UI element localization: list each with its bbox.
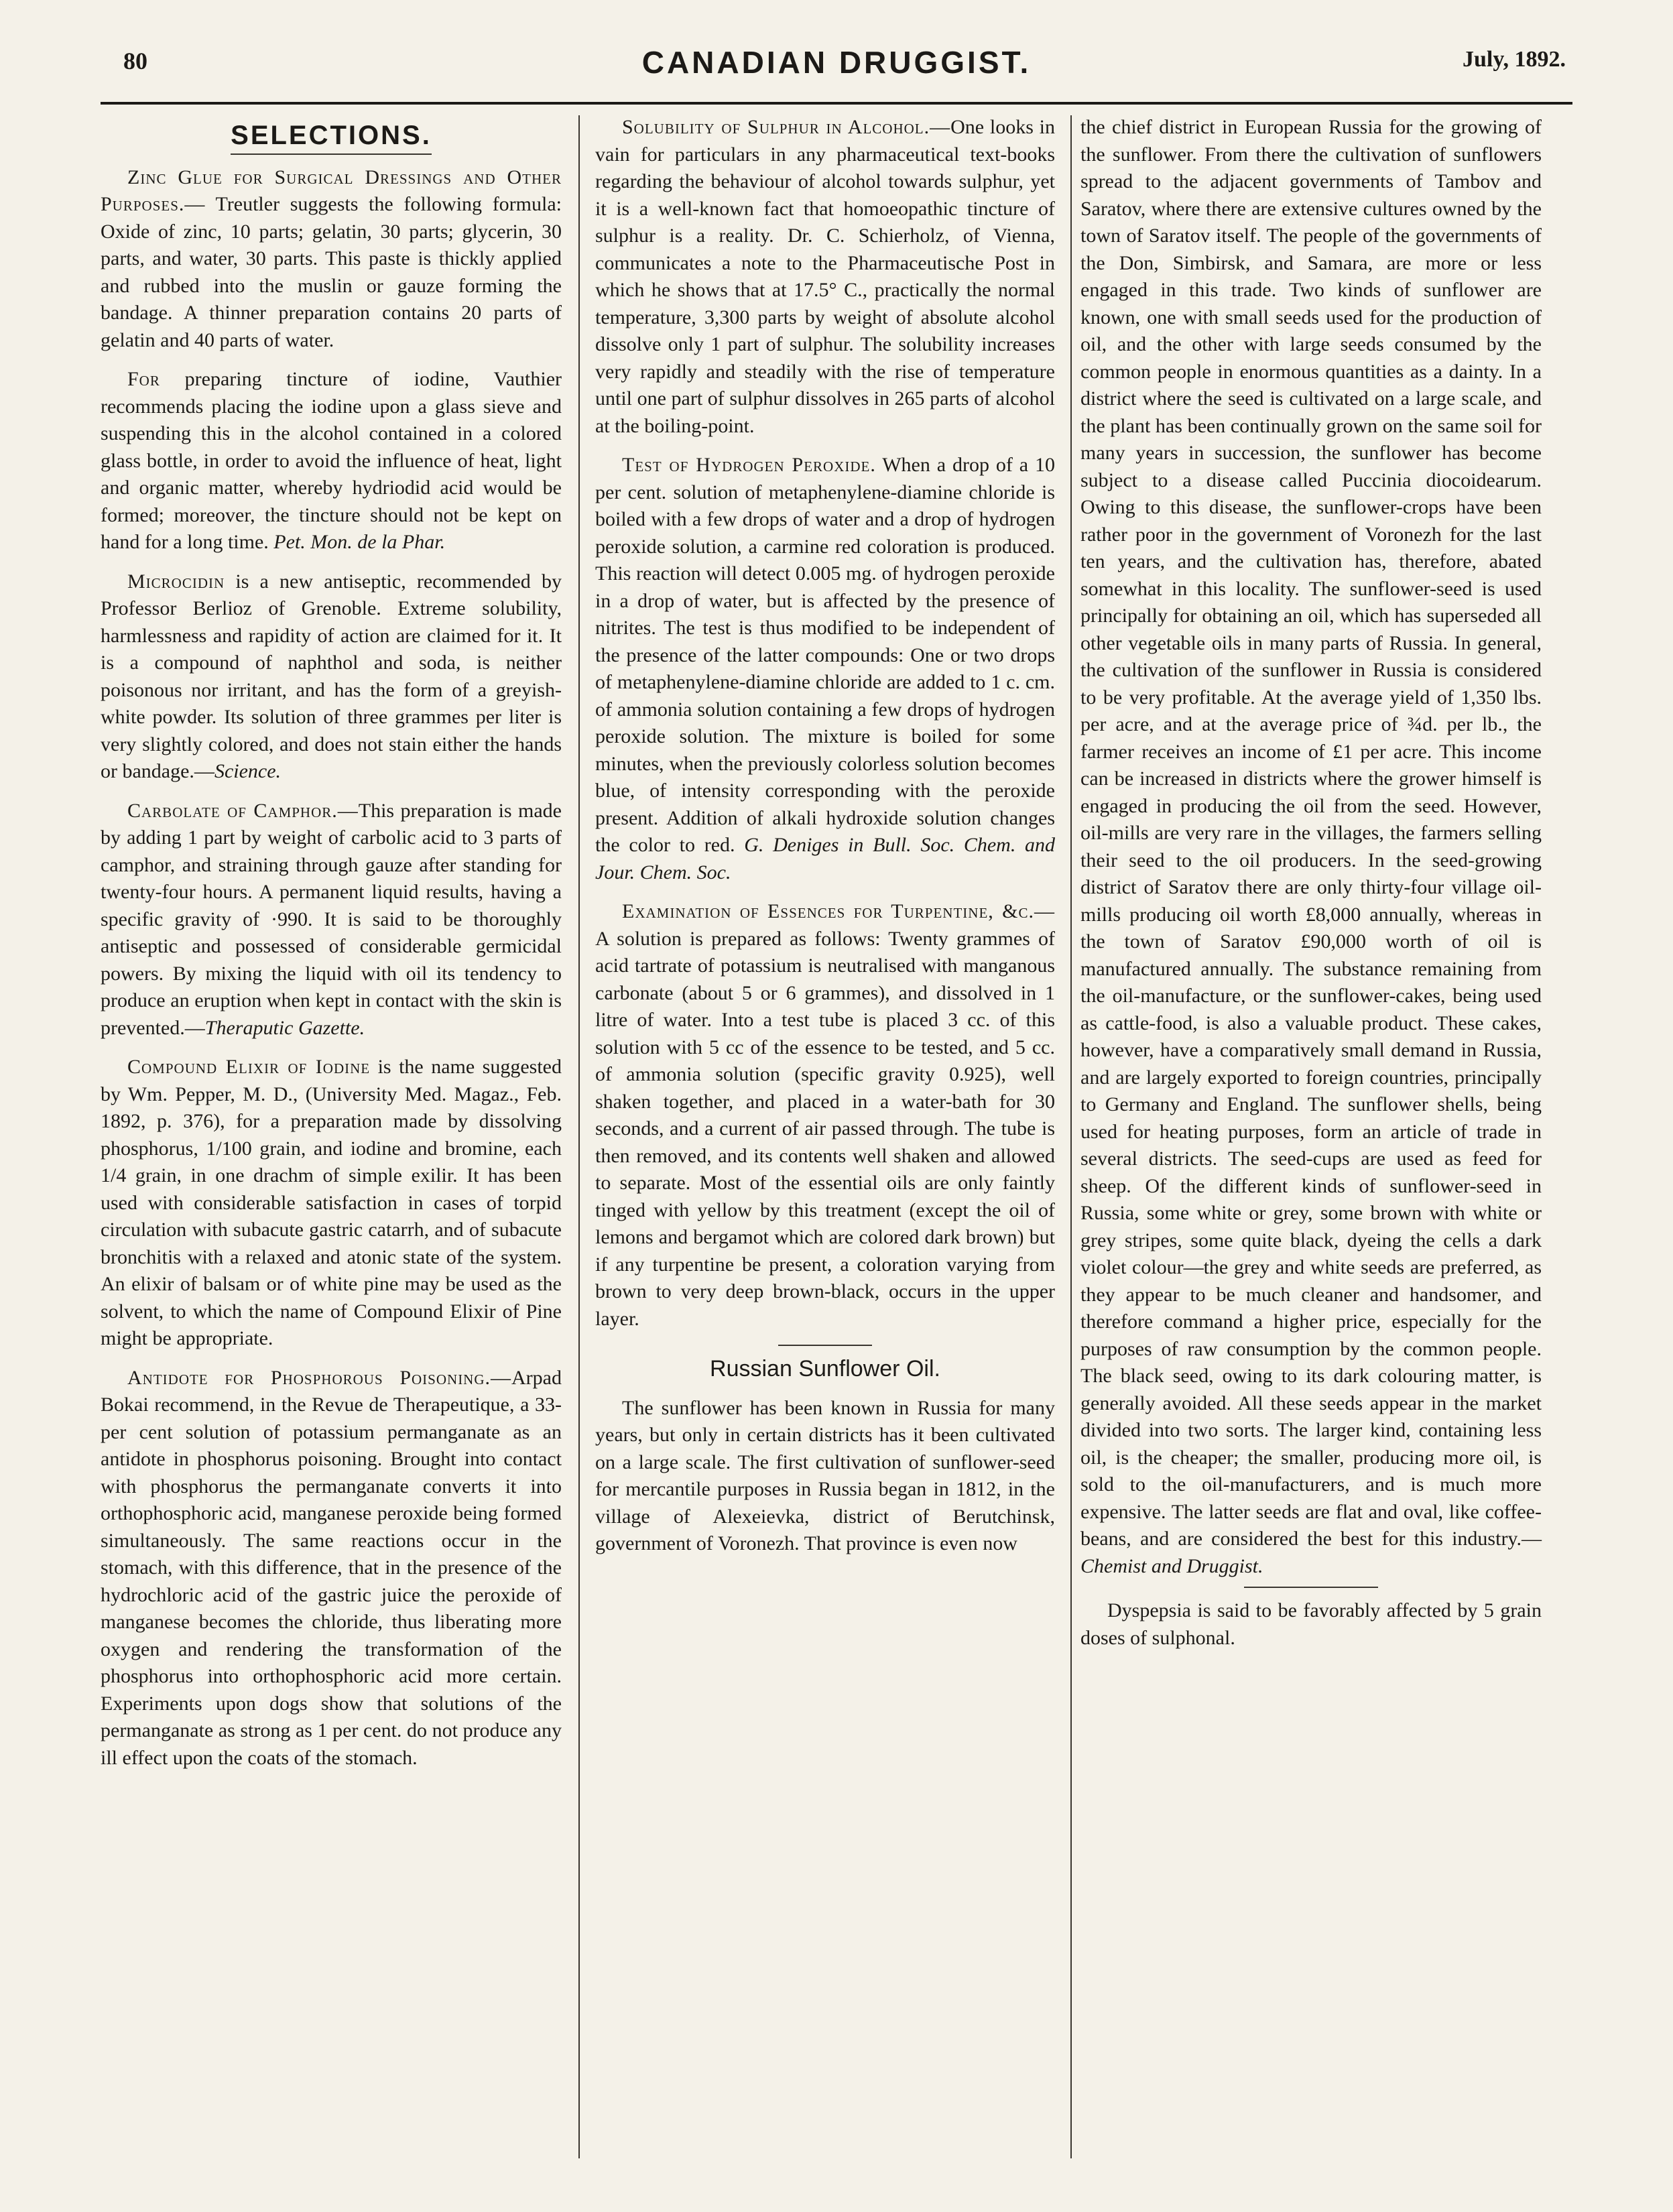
article-title: Antidote for Phosphorous Poisoning.— (127, 1366, 512, 1389)
page-number: 80 (123, 48, 147, 74)
article-antidote-phosphorus (101, 1365, 562, 1772)
article-text: This preparation is made by adding 1 part by weight of carbolic acid to 3 parts of camphor, and straining through gauze after standing for twenty-four hours. A permanent liquid results, having a specific gravity of ·990. It is said to be thoroughly antiseptic and possessed of considerable germicidal powers. By mixing the liquid with oil its tendency to produce an eruption when kept in contact with the skin is prevented.— (101, 799, 562, 1039)
sunflower-continued (1080, 114, 1542, 1580)
sunflower-text: The sunflower has been known in Russia for many years, but only in certain districts has it been cultivated on a large scale. The first cultivation of sunflower-seed for mercantile purposes in Russia began in 1812, in the village of Alexeievka, district of Berutchinsk, government of Voronezh. That province is even now (595, 1396, 1055, 1554)
article-carbolate-camphor (101, 798, 562, 1042)
page-header (101, 44, 1572, 87)
article-zinc-glue (101, 164, 562, 355)
column-divider (578, 115, 580, 2158)
sunflower-credit: Chemist and Druggist. (1080, 1554, 1263, 1577)
selections-heading: SELECTIONS. (231, 121, 432, 150)
article-credit: G. Deniges in Bull. Soc. Chem. and Jour. Chem. Soc. (595, 834, 1056, 883)
sunflower-article (595, 1395, 1055, 1558)
article-solubility-sulphur (595, 114, 1055, 440)
article-text: preparing tincture of iodine, Vauthier recommends placing the iodine upon a glass sieve and suspending this in the alcohol contained in a colored glass bottle, in order to avoid the influence of heat, light and organic matter, whereby hydriodid acid would be formed; moreover, the tincture should not be kept on hand for a long time. (101, 368, 562, 553)
article-title: Zinc Glue for Surgical Dressings and Other Purposes.— (101, 166, 562, 215)
article-text: is the name suggested by Wm. Pepper, M. D., (University Med. Magaz., Feb. 1892, p. 376), for a preparation made by dissolving phosphorus, 1/100 grain, and iodine and bromine, each 1/4 grain, in one drachm of simple exilir. It has been used with considerable satisfaction in cases of torpid circulation with subacute gastric catarrh, and of subacute bronchitis with a relaxed and atonic state of the system. An elixir of balsam or of white pine may be used as the solvent, to which the name of Compound Elixir of Pine might be appropriate. (101, 1056, 562, 1349)
article-title: Microcidin (127, 570, 225, 593)
section-rule (1244, 1587, 1378, 1588)
column-3 (1080, 114, 1542, 1658)
article-text: Treutler suggests the following formula: Oxide of zinc, 10 parts; gelatin, 30 parts; glycerin, 30 parts, and water, 30 parts. This paste is thickly applied and rubbed into the muslin or gauze forming the bandage. A thinner preparation contains 20 parts of gelatin and 40 parts of water. (101, 193, 562, 351)
article-title: Solubility of Sulphur in Alcohol.— (622, 116, 951, 138)
sunflower-text-continued: the chief district in European Russia for the growing of the sunflower. From there the cultivation of sunflowers spread to the adjacent governments of Tambov and Saratov, where there are extensive cultures owned by the town of Saratov itself. The people of the governments of the Don, Simbirsk, and Samara, are more or less engaged in this trade. Two kinds of sunflower are known, one with small seeds used for the production of oil, and the other with large seeds consumed by the common people in enormous quantities as a dainty. In a district where the seed is cultivated on a large scale, and the plant has been continually grown on the same soil for many years in succession, the sunflower has become subject to a disease called Puccinia diocoidearum. Owing to this disease, the sunflower-crops have been rather poor in the government of Voronezh for the last ten years, and the cultivation has, therefore, abated somewhat in this locality. The sunflower-seed is used principally for obtaining an oil, which has superseded all other vegetable oils in many parts of Russia. In general, the cultivation of the sunflower in Russia is considered to be very profitable. At the average yield of 1,350 lbs. per acre, and at the average price of ¾d. per lb., the farmer receives an income of £1 per acre. This income can be increased in districts where the grower himself is engaged in producing the oil from the seed. However, oil-mills are very rare in the villages, the farmers selling their seed to the oil producers. In the seed-growing district of Saratov there are only thirty-four village oil-mills producing oil worth £8,000 annually, whereas in the town of Saratov £90,000 worth of oil is manufactured annually. The substance remaining from the oil-manufacture, or the sunflower-cakes, being used as cattle-food, is also a valuable product. These cakes, however, have a comparatively small demand in Russia, and are largely exported to foreign countries, principally to Germany and England. The sunflower shells, being used for heating purposes, form an article of trade in several districts. The seed-cups are used as feed for sheep. Of the different kinds of sunflower-seed in Russia, some white or grey, some brown with white or grey stripes, some quite black, dyeing the cells a dark violet colour—the grey and white seeds are preferred, as they appear to be much cleaner and handsomer, and therefore command a higher price, especially for the purposes of raw consumption by the common people. The black seed, owing to its dark colouring matter, is generally avoided. All these seeds appear in the market divided into two sorts. The larger kind, containing less oil, is the cheaper; the smaller, producing more oil, is sold to the oil-manufacturers, and is much more expensive. The latter seeds are flat and oval, like coffee-beans, and are considered the best for this industry.— (1080, 116, 1542, 1550)
article-essences-turpentine (595, 898, 1055, 1333)
article-compound-elixir (101, 1054, 562, 1353)
header-rule (101, 102, 1572, 105)
article-title: Carbolate of Camphor.— (127, 799, 359, 822)
article-text: is a new antiseptic, recommended by Professor Berlioz of Grenoble. Extreme solubility, harmlessness and rapidity of action are claimed for it. It is a compound of naphthol and soda, is neither poisonous nor irritant, and has the form of a greyish-white powder. Its solution of three grammes per liter is very slightly colored, and does not stain either the hands or bandage.— (101, 570, 562, 782)
article-title: Test of Hydrogen Peroxide. (622, 454, 876, 476)
sunflower-heading: Russian Sunflower Oil. (710, 1356, 940, 1381)
article-text: A solution is prepared as follows: Twenty grammes of acid tartrate of potassium is neutralised with manganous carbonate (about 5 or 6 grammes), and dissolved in 1 litre of water. Into a test tube is placed 3 cc. of this solution with 5 cc of the essence to be tested, and 5 cc. of ammonia solution (specific gravity 0.925), well shaken together, and placed in a water-bath for 30 seconds, and a current of air passed through. The tube is then removed, and its contents well shaken and allowed to separate. Most of the essential oils are only faintly tinged with yellow by this treatment (except the oil of lemons and bergamot which are colored dark brown) but if any turpentine be present, a coloration varying from brown to very deep brown-black, occurs in the upper layer. (595, 927, 1055, 1330)
article-title: Compound Elixir of Iodine (127, 1056, 371, 1078)
column-1 (101, 114, 562, 1784)
column-divider (1070, 115, 1072, 2158)
article-title: Examination of Essences for Turpentine, &c.— (622, 900, 1055, 922)
issue-date: July, 1892. (1463, 47, 1566, 72)
article-credit: Pet. Mon. de la Phar. (273, 531, 446, 553)
article-credit: Science. (214, 760, 282, 782)
article-hydrogen-peroxide (595, 452, 1055, 886)
dyspepsia-note: Dyspepsia is said to be favorably affected by 5 grain doses of sulphonal. (1080, 1599, 1542, 1649)
section-rule (778, 1345, 872, 1346)
section-rule (231, 153, 432, 155)
article-title: For (127, 368, 160, 390)
article-microcidin (101, 568, 562, 786)
column-2 (595, 114, 1055, 1564)
article-text: When a drop of a 10 per cent. solution of metaphenylene-diamine chloride is boiled with a few drops of water and a drop of hydrogen peroxide solution, a carmine red coloration is produced. This reaction will detect 0.005 mg. of hydrogen peroxide in a drop of water, but is affected by the presence of nitrites. The test is thus modified to be independent of the presence of the latter compounds: One or two drops of metaphenylene-diamine chloride are added to 1 c. cm. of ammonia solution containing a few drops of hydrogen peroxide solution. The mixture is boiled for some minutes, when the previously colorless solution becomes blue, of intensity corresponding with the peroxide present. Addition of alkali hydroxide solution changes the color to red. (595, 454, 1055, 856)
journal-title: CANADIAN DRUGGIST. (641, 45, 1032, 80)
article-tincture-iodine (101, 366, 562, 556)
article-text: Arpad Bokai recommend, in the Revue de Therapeutique, a 33-per cent solution of potassium permanganate as an antidote in phosphorus poisoning. Brought into contact with phosphorus the permanganate converts it into orthophosphoric acid, manganese peroxide being formed simultaneously. The same reactions occur in the stomach, with this difference, that in the presence of the hydrochloric acid of the gastric juice the peroxide of manganese becomes the chloride, thus liberating more oxygen and rendering the transformation of the phosphorus into orthophosphoric acid more certain. Experiments upon dogs show that solutions of the permanganate as strong as 1 per cent. do not produce any ill effect upon the coats of the stomach. (101, 1366, 562, 1769)
article-credit: Theraputic Gazette. (204, 1016, 365, 1039)
article-text: One looks in vain for particulars in any pharmaceutical text-books regarding the behaviour of alcohol towards sulphur, yet it is a well-known fact that homoeopathic tincture of sulphur is a reality. Dr. C. Schierholz, of Vienna, communicates a note to the Pharmaceutische Post in which he shows that at 17.5° C., practically the normal temperature, 3,300 parts by weight of absolute alcohol dissolve only 1 part of sulphur. The solubility increases very rapidly and steadily with the rise of temperature until one part of sulphur dissolves in 265 parts of alcohol at the boiling-point. (595, 116, 1055, 437)
